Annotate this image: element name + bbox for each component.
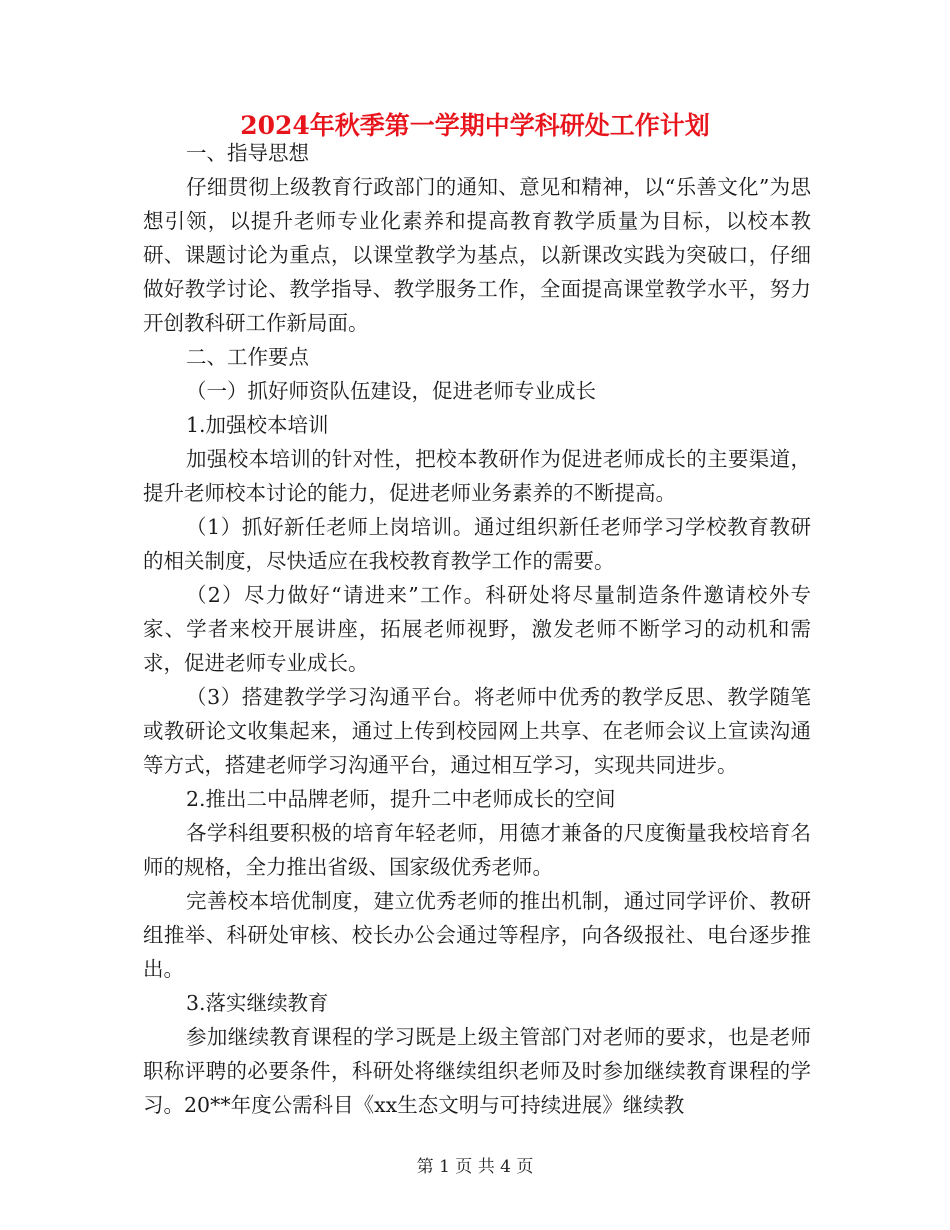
page-number: 第 1 页 共 4 页 [416,1157,534,1177]
item-heading: 1.加强校本培训 [186,413,329,437]
paragraph: 参加继续教育课程的学习既是上级主管部门对老师的要求，也是老师职称评聘的必要条件，科研处将继续组织老师及时参加继续教育课程的学习。20**年度公需科目《xx生态文明与可持续进展》继续教 [143,1025,811,1117]
paragraph: 各学科组要积极的培育年轻老师，用德才兼备的尺度衡量我校培育名师的规格，全力推出省级、国家级优秀老师。 [143,821,811,879]
paragraph: 仔细贯彻上级教育行政部门的通知、意见和精神，以“乐善文化”为思想引领，以提升老师专业化素养和提高教育教学质量为目标，以校本教研、课题讨论为重点，以课堂教学为基点，以新课改实践为突破口，仔细做好教学讨论、教学指导、教学服务工作，全面提高课堂教学水平，努力开创教科研工作新局面。 [143,175,811,335]
paragraph: （1）抓好新任老师上岗培训。通过组织新任老师学习学校教育教研的相关制度，尽快适应在我校教育教学工作的需要。 [143,515,811,573]
paragraph: （3）搭建教学学习沟通平台。将老师中优秀的教学反思、教学随笔或教研论文收集起来，通过上传到校园网上共享、在老师会议上宣读沟通等方式，搭建老师学习沟通平台，通过相互学习，实现共同进步。 [143,685,811,777]
paragraph: 加强校本培训的针对性，把校本教研作为促进老师成长的主要渠道，提升老师校本讨论的能力，促进老师业务素养的不断提高。 [143,447,811,505]
item-heading: 3.落实继续教育 [186,991,329,1015]
paragraph: （2）尽力做好“请进来”工作。科研处将尽量制造条件邀请校外专家、学者来校开展讲座，拓展老师视野，激发老师不断学习的动机和需求，促进老师专业成长。 [143,583,811,675]
paragraph: 完善校本培优制度，建立优秀老师的推出机制，通过同学评价、教研组推举、科研处审核、校长办公会通过等程序，向各级报社、电台逐步推出。 [143,889,811,981]
document-body [143,136,811,1122]
section-heading: 一、指导思想 [186,141,309,165]
section-heading: 二、工作要点 [186,345,309,369]
item-heading: 2.推出二中品牌老师，提升二中老师成长的空间 [186,787,616,811]
subsection-heading: （一）抓好师资队伍建设，促进老师专业成长 [186,379,596,403]
document-title: 2024年秋季第一学期中学科研处工作计划 [240,111,710,140]
